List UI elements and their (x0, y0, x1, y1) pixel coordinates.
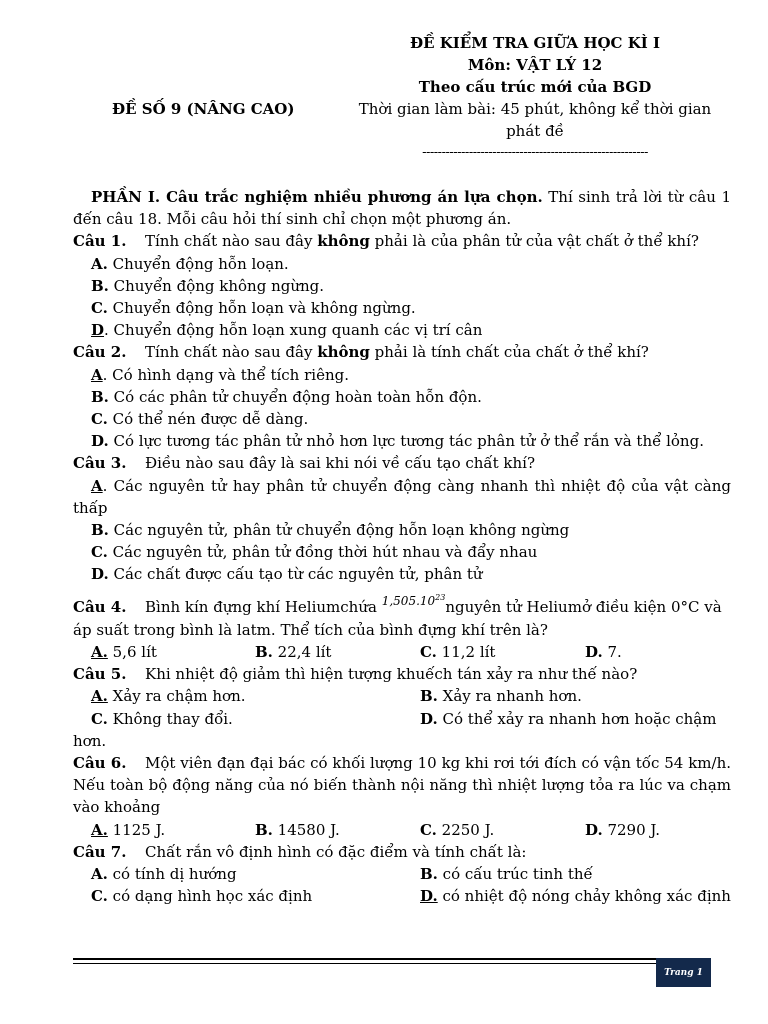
option-c (91, 408, 731, 430)
question-text: Bình kín đựng khí Heliumchứa (145, 597, 382, 616)
options-row (73, 863, 731, 885)
option-text: . Có hình dạng và thể tích riêng. (102, 365, 349, 384)
question-number: Câu 6. (73, 754, 127, 773)
option-label: B. (255, 643, 273, 662)
option-c (420, 641, 585, 663)
option-label: B. (255, 820, 273, 839)
question-emphasis: không (317, 232, 370, 251)
part1-instruction: Thí sinh trả lời từ câu 1 đến câu 18. Mỗi câu hỏi thí sinh chỉ chọn một phương án. (73, 188, 731, 229)
option-text: 1125 J. (107, 820, 166, 839)
option-text: Các nguyên tử, phân tử chuyển động hỗn loạn không ngừng (108, 521, 570, 540)
footer-divider-thin (73, 963, 711, 964)
option-d (91, 430, 731, 452)
question-5 (73, 663, 731, 685)
option-label: C. (91, 299, 108, 318)
option-b (91, 386, 731, 408)
question-number: Câu 4. (73, 597, 127, 616)
options-row (73, 641, 731, 663)
option-label: C. (91, 543, 108, 562)
option-d (420, 887, 731, 905)
option-text: Xảy ra nhanh hơn. (437, 687, 582, 706)
option-a (73, 685, 420, 707)
option-label: C. (91, 887, 108, 906)
option-b (255, 819, 420, 841)
question-1 (73, 230, 731, 252)
option-a (73, 819, 255, 841)
option-text: 14580 J. (272, 820, 340, 839)
option-c (91, 541, 731, 563)
question-text: nguyên tử Heliumở điều kiện 0°C và áp suất trong bình là latm. Thể tích của bình đựng khí trên là? (73, 597, 722, 639)
option-text: Không thay đổi. (107, 709, 233, 728)
option-text: có cấu trúc tinh thế (437, 865, 593, 884)
options-row (73, 708, 731, 752)
question-3 (73, 452, 731, 474)
option-label: D. (91, 432, 109, 451)
question-text: Tính chất nào sau đây (145, 343, 318, 362)
formula-exponent: 23 (435, 592, 446, 602)
option-text: 11,2 lít (436, 643, 496, 662)
option-text: Có thể nén được dễ dàng. (107, 410, 309, 429)
option-a (73, 641, 255, 663)
option-text: . Các nguyên tử hay phân tử chuyển động càng nhanh thì nhiệt độ của vật càng thấp (73, 476, 731, 517)
header-divider: ---------------------------------------------------------- (422, 145, 648, 160)
formula (382, 594, 446, 608)
option-label: A. (91, 254, 108, 273)
options-row (73, 885, 731, 907)
option-label: B. (91, 387, 109, 406)
option-d (585, 819, 750, 841)
option-text: 22,4 lít (272, 643, 332, 662)
option-d (91, 319, 731, 341)
option-a (73, 475, 731, 519)
option-d (91, 563, 731, 585)
option-label: A (91, 476, 103, 495)
option-c (73, 885, 420, 907)
option-label: C. (420, 643, 437, 662)
question-text: Tính chất nào sau đây (145, 232, 318, 251)
option-b (91, 275, 731, 297)
option-text: 7. (602, 643, 622, 662)
option-b (91, 519, 731, 541)
option-a (73, 863, 420, 885)
option-label: C. (91, 709, 108, 728)
part1-intro (73, 186, 731, 230)
exam-title: ĐỀ KIỂM TRA GIỮA HỌC KÌ I (409, 34, 661, 52)
exam-time: Thời gian làm bài: 45 phút, không kể thời gian phát đề (358, 100, 712, 140)
option-text: Chuyển động hỗn loạn và không ngừng. (107, 299, 416, 318)
option-text: Xảy ra chậm hơn. (107, 687, 246, 706)
formula-base: 1,505.10 (381, 593, 436, 608)
question-text: Một viên đạn đại bác có khối lượng 10 kg khi rơi tới đích có vận tốc 54 km/h. Nếu toàn bộ động năng của nó biến thành nội năng thì nhiệt lượng tỏa ra lúc va chạm vào khoảng (73, 754, 731, 817)
option-label: D. (585, 820, 603, 839)
option-label: B. (91, 521, 109, 540)
exam-body (73, 186, 731, 908)
page-number-badge: Trang 1 (656, 958, 711, 987)
option-b (420, 863, 731, 885)
option-c (73, 708, 420, 730)
option-label: A. (91, 687, 108, 706)
option-label: B. (420, 687, 438, 706)
exam-subject: Môn: VẬT LÝ 12 (467, 56, 603, 74)
question-number: Câu 1. (73, 232, 127, 251)
exam-header (345, 32, 725, 164)
question-text: Khi nhiệt độ giảm thì hiện tượng khuếch tán xảy ra như thế nào? (145, 665, 638, 684)
option-label: C. (91, 410, 108, 429)
option-text: Các nguyên tử, phân tử đồng thời hút nhau và đẩy nhau (107, 543, 538, 562)
options-row (73, 685, 731, 707)
option-text: Chuyển động không ngừng. (108, 276, 325, 295)
option-label: D. (420, 709, 438, 728)
option-text: 2250 J. (436, 820, 495, 839)
option-label: D (91, 321, 105, 340)
question-number: Câu 5. (73, 665, 127, 684)
exam-structure: Theo cấu trúc mới của BGD (418, 78, 652, 96)
question-number: Câu 3. (73, 454, 127, 473)
question-2 (73, 341, 731, 363)
question-4 (73, 594, 731, 641)
option-c (420, 819, 585, 841)
option-label: A. (91, 643, 108, 662)
option-a (91, 253, 731, 275)
option-c (91, 297, 731, 319)
option-text: . Chuyển động hỗn loạn xung quanh các vị trí cân (104, 321, 483, 340)
option-b (255, 641, 420, 663)
question-text: Chất rắn vô định hình có đặc điểm và tính chất là: (145, 842, 527, 861)
option-label: A. (91, 865, 108, 884)
option-text: 5,6 lít (107, 643, 157, 662)
option-label: D. (91, 565, 109, 584)
footer-divider (73, 958, 711, 960)
question-6 (73, 752, 731, 819)
question-7 (73, 841, 731, 863)
option-label: B. (91, 276, 109, 295)
option-label: A (91, 365, 103, 384)
option-label: D. (585, 643, 603, 662)
option-text: Có các phân tử chuyển động hoàn toàn hỗn độn. (108, 387, 482, 406)
option-b (420, 685, 731, 707)
question-emphasis: không (317, 343, 370, 362)
question-text: phải là tính chất của chất ở thể khí? (369, 343, 649, 362)
question-number: Câu 7. (73, 842, 127, 861)
option-text: Các chất được cấu tạo từ các nguyên tử, phân tử (108, 565, 483, 584)
part1-title: PHẦN I. Câu trắc nghiệm nhiều phương án lựa chọn. (91, 188, 543, 206)
option-label: B. (420, 865, 438, 884)
option-text: có dạng hình học xác định (107, 887, 313, 906)
option-label: C. (420, 820, 437, 839)
option-label: D. (420, 887, 438, 906)
option-text: có nhiệt độ nóng chảy không xác định (437, 887, 731, 906)
option-d (585, 641, 750, 663)
options-row (73, 819, 731, 841)
option-text: Chuyển động hỗn loạn. (107, 254, 289, 273)
question-text: phải là của phân tử của vật chất ở thể khí? (369, 232, 699, 251)
option-text: Có lực tương tác phân tử nhỏ hơn lực tương tác phân tử ở thể rắn và thể lỏng. (108, 432, 704, 451)
option-a (91, 364, 731, 386)
option-label: A. (91, 820, 108, 839)
question-number: Câu 2. (73, 343, 127, 362)
option-text: 7290 J. (602, 820, 661, 839)
option-text: Có thể xảy ra nhanh hơn hoặc chậm hơn. (73, 709, 717, 750)
option-text: có tính dị hướng (107, 865, 237, 884)
question-text: Điều nào sau đây là sai khi nói về cấu tạo chất khí? (145, 454, 536, 473)
exam-number: ĐỀ SỐ 9 (NÂNG CAO) (112, 100, 295, 118)
